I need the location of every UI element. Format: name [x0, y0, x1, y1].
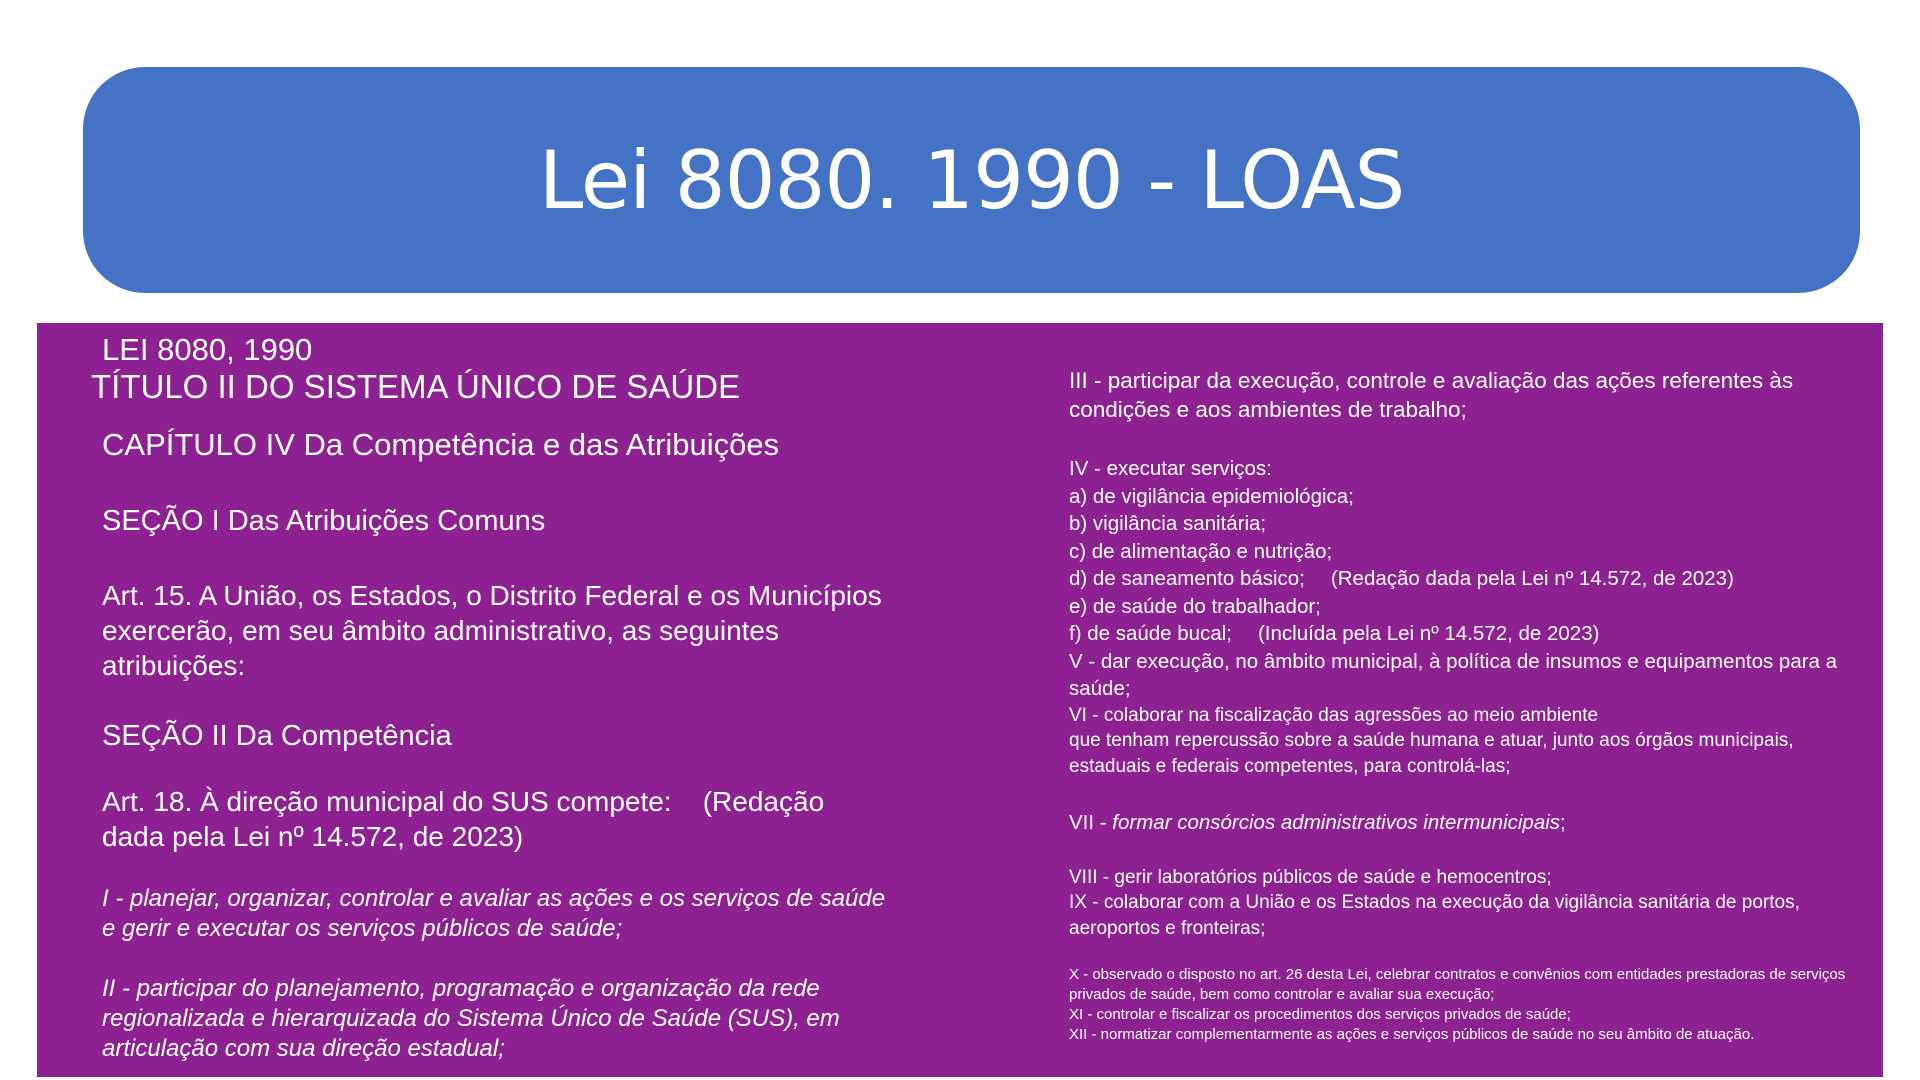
title-banner [83, 67, 1860, 293]
item4d-line [1069, 565, 1869, 593]
item4d-text: d) de saneamento básico; [1069, 567, 1305, 590]
right-column [1069, 366, 1869, 1045]
item7-text: formar consórcios administrativos intermunicipais [1112, 811, 1561, 834]
item3-text: III - participar da execução, controle e avaliação das ações referentes às condições e aos ambientes de trabalho; [1069, 368, 1794, 422]
item12-text: XII - normatizar complementarmente as ações e serviços públicos de saúde no seu âmbito de atuação. [1069, 1026, 1755, 1043]
chapter-heading: CAPÍTULO IV Da Competência e das Atribuições [102, 427, 780, 462]
left-column [91, 331, 922, 1064]
item10-text: X - observado o disposto no art. 26 desta Lei, celebrar contratos e convênios com entidades prestadoras de serviços privados de saúde, bem como controlar e avaliar sua execução; [1069, 966, 1846, 1003]
content-panel [37, 323, 1883, 1077]
title-heading: TÍTULO II DO SISTEMA ÚNICO DE SAÚDE [91, 368, 741, 405]
item7-prefix: VII - [1069, 811, 1113, 834]
item8-text: VIII - gerir laboratórios públicos de saúde e hemocentros; [1069, 866, 1552, 888]
item8-9-block [1069, 865, 1869, 942]
item2-text: II - participar do planejamento, programação e organização da rede regionalizada e hierarquizada do Sistema Único de Saúde (SUS), em articulação com sua direção estadual; [102, 975, 840, 1062]
item4f-text: f) de saúde bucal; [1069, 622, 1232, 645]
item5-text: V - dar execução, no âmbito municipal, à política de insumos e equipamentos para a saúde; [1069, 649, 1838, 700]
item4f-line [1069, 620, 1869, 648]
item1-text: I - planejar, organizar, controlar e avaliar as ações e os serviços de saúde e gerir e executar os serviços públicos de saúde; [102, 885, 886, 942]
item4c-text: c) de alimentação e nutrição; [1069, 539, 1333, 563]
item7-suffix: ; [1560, 811, 1566, 834]
item10-12-block [1069, 965, 1869, 1045]
item6a-text: VI - colaborar na fiscalização das agressões ao meio ambiente [1069, 704, 1599, 726]
slide-title: Lei 8080. 1990 - LOAS [538, 133, 1405, 227]
item4e-text: e) de saúde do trabalhador; [1069, 594, 1321, 618]
item4a-text: a) de vigilância epidemiológica; [1069, 484, 1354, 508]
item4-block [1069, 455, 1869, 779]
item4b-text: b) vigilância sanitária; [1069, 512, 1267, 535]
item9-text: IX - colaborar com a União e os Estados na execução da vigilância sanitária de portos, aeroportos e fronteiras; [1069, 892, 1800, 939]
art18-text: Art. 18. À direção municipal do SUS compete: (Redação dada pela Lei nº 14.572, de 2023) [102, 786, 832, 852]
section1-heading: SEÇÃO I Das Atribuições Comuns [102, 505, 546, 537]
item4f-note: (Incluída pela Lei nº 14.572, de 2023) [1257, 622, 1600, 645]
item11-text: XI - controlar e fiscalizar os procedimentos dos serviços privados de saúde; [1069, 1006, 1571, 1023]
item7-line [1069, 809, 1869, 837]
item4-text: IV - executar serviços: [1069, 457, 1272, 480]
law-heading: LEI 8080, 1990 [102, 332, 313, 367]
art15-text: Art. 15. A União, os Estados, o Distrito Federal e os Municípios exercerão, em seu âmbito administrativo, as seguintes atribuições: [102, 580, 882, 681]
item4d-note: (Redação dada pela Lei nº 14.572, de 2023) [1330, 567, 1734, 590]
item6b-text: que tenham repercussão sobre a saúde humana e atuar, junto aos órgãos municipais, estaduais e federais competentes, para controlá-las; [1069, 730, 1794, 777]
section2-heading: SEÇÃO II Da Competência [102, 720, 452, 752]
